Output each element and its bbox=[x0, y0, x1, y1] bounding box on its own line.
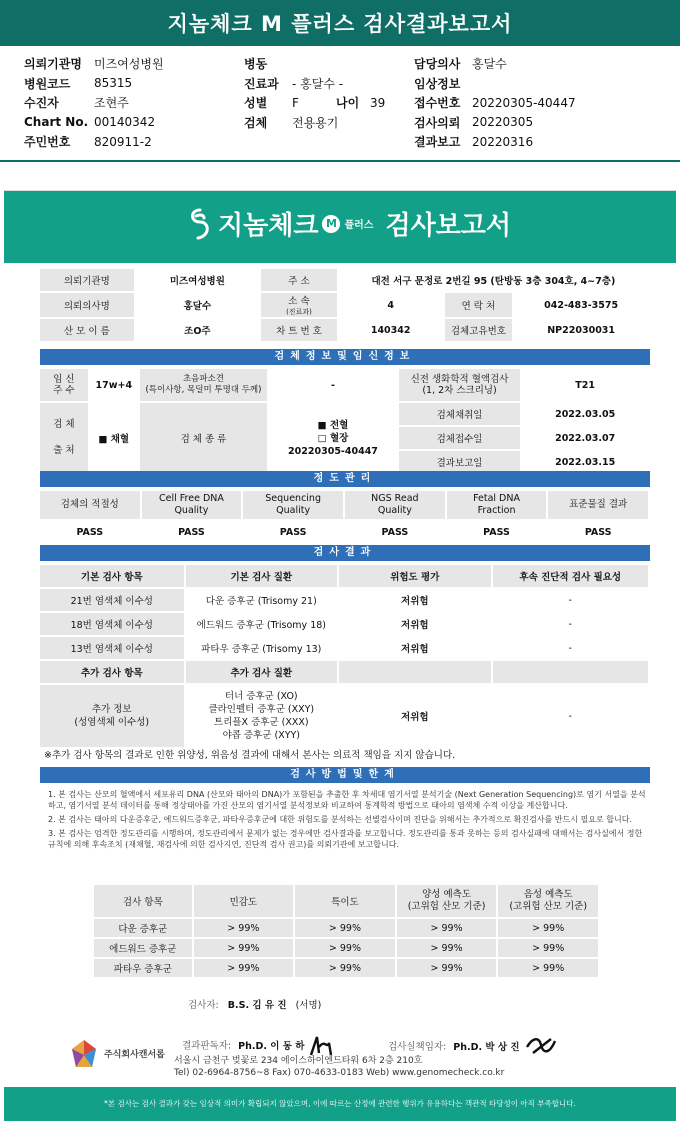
result-disease: 다운 증후군 (Trisomy 21) bbox=[185, 588, 339, 612]
report-title: 검사보고서 bbox=[385, 211, 512, 241]
result-risk: 저위험 bbox=[338, 588, 491, 612]
additional-header bbox=[492, 660, 649, 684]
performance-value: > 99% bbox=[497, 958, 599, 978]
qc-header: Cell Free DNA Quality bbox=[141, 490, 243, 520]
value-specimen: 전용용기 bbox=[292, 115, 339, 130]
header-divider bbox=[0, 160, 680, 162]
value-age: 39 bbox=[370, 95, 386, 110]
value-request-date: 20220305 bbox=[472, 115, 534, 130]
table-row bbox=[39, 368, 649, 402]
performance-value: > 99% bbox=[193, 918, 295, 938]
footer-disclaimer: *본 검사는 검사 결과가 갖는 임상적 의미가 확립되지 않았으며, 이에 따르는 산정에 관련한 행위가 유용하다는 객관적 타당성이 아직 부족합니다. bbox=[4, 1087, 676, 1121]
result-followup: - bbox=[492, 612, 649, 636]
performance-value: > 99% bbox=[193, 958, 295, 978]
cell-label-sub: (진료과) bbox=[286, 308, 312, 316]
cell-label: 차 트 번 호 bbox=[260, 318, 338, 342]
additional-header: 추가 검사 항목 bbox=[39, 660, 185, 684]
lab-director-name: Ph.D. 박 상 진 bbox=[453, 1041, 520, 1053]
header-col-2 bbox=[244, 54, 385, 132]
results-disclaimer: ※추가 검사 항목의 결과로 인한 위양성, 위음성 결과에 대해서 본사는 의료적 책임을 지지 않습니다. bbox=[44, 750, 456, 761]
logo-m-badge: M bbox=[322, 215, 340, 233]
cell-value: NP22030031 bbox=[513, 318, 649, 342]
cell-value: - bbox=[268, 368, 398, 402]
lab-director-handwritten-signature bbox=[523, 1033, 559, 1061]
performance-value: > 99% bbox=[497, 938, 599, 958]
cell-value: 4 bbox=[338, 292, 444, 318]
value-receipt-no: 20220305-40447 bbox=[472, 95, 576, 110]
cell-label: 결과보고일 bbox=[398, 450, 521, 474]
performance-value: > 99% bbox=[193, 938, 295, 958]
cell-value: 미즈여성병원 bbox=[135, 268, 260, 292]
value-doctor: 홍달수 bbox=[472, 57, 507, 72]
performance-value: > 99% bbox=[497, 918, 599, 938]
results-header: 위험도 평가 bbox=[338, 564, 491, 588]
additional-item: 추가 정보 (성염색체 이수성) bbox=[39, 684, 185, 748]
cell-value: 조O주 bbox=[135, 318, 260, 342]
cell-label: 초음파소견 (특이사항, 목덜미 투명대 두께) bbox=[139, 368, 268, 402]
qc-header: Sequencing Quality bbox=[242, 490, 344, 520]
specimen-type-cell bbox=[268, 402, 398, 474]
label-receipt-no: 접수번호 bbox=[414, 96, 461, 111]
table-row bbox=[39, 588, 649, 612]
result-risk: 저위험 bbox=[338, 612, 491, 636]
result-risk: 저위험 bbox=[338, 636, 491, 660]
performance-header: 민감도 bbox=[193, 884, 295, 918]
value-dept: - 홍달수 - bbox=[292, 76, 344, 91]
label-request-date: 검사의뢰 bbox=[414, 115, 461, 130]
value-patient: 조현주 bbox=[94, 96, 129, 111]
qc-header: 표준물질 결과 bbox=[547, 490, 649, 520]
confirmer-name: Ph.D. 이 동 하 bbox=[238, 1040, 305, 1052]
performance-item: 다운 증후군 bbox=[93, 918, 193, 938]
performance-value: > 99% bbox=[396, 918, 498, 938]
cell-label: 의뢰기관명 bbox=[39, 268, 135, 292]
cell-label: 신전 생화학적 혈액검사 (1, 2차 스크리닝) bbox=[398, 368, 521, 402]
section-method-title: 검사방법및한계 bbox=[40, 767, 650, 783]
additional-followup: - bbox=[492, 684, 649, 748]
additional-diseases: 터너 증후군 (XO) 클라인펠터 증후군 (XXY) 트리플X 증후군 (XXX) 야콥 증후군 (XYY) bbox=[185, 684, 339, 748]
specimen-table bbox=[38, 367, 650, 475]
tester-seal: (서명) bbox=[295, 1000, 322, 1011]
label-clinical-info: 임상정보 bbox=[414, 76, 461, 91]
cell-label: 산 모 이 름 bbox=[39, 318, 135, 342]
performance-table bbox=[92, 883, 600, 979]
table-row bbox=[39, 520, 649, 544]
cell-value: 140342 bbox=[338, 318, 444, 342]
basic-info-table bbox=[38, 267, 650, 343]
header-col-1 bbox=[24, 54, 164, 152]
performance-header: 음성 예측도 (고위험 산모 기준) bbox=[497, 884, 599, 918]
cell-label bbox=[260, 292, 338, 318]
table-row bbox=[39, 684, 649, 748]
qc-value: PASS bbox=[242, 520, 344, 544]
result-disease: 에드워드 증후군 (Trisomy 18) bbox=[185, 612, 339, 636]
performance-value: > 99% bbox=[294, 918, 396, 938]
value-chart-no: 00140342 bbox=[94, 115, 156, 130]
table-row bbox=[39, 660, 649, 684]
table-row bbox=[93, 918, 599, 938]
table-row bbox=[39, 292, 649, 318]
label-sex: 성별 bbox=[244, 96, 268, 111]
tester-label: 검사자: bbox=[188, 1000, 219, 1011]
section-results-title: 검사결과 bbox=[40, 545, 650, 561]
cell-value: 042-483-3575 bbox=[513, 292, 649, 318]
company-logo-icon bbox=[66, 1037, 102, 1073]
qc-value: PASS bbox=[141, 520, 243, 544]
section-specimen-title: 검체정보및임신정보 bbox=[40, 349, 650, 365]
cell-value: 홍달수 bbox=[135, 292, 260, 318]
patient-header bbox=[0, 50, 680, 160]
cell-label: 연 락 처 bbox=[444, 292, 514, 318]
cell-label-text: 소 속 bbox=[288, 296, 310, 307]
cell-value: 17w+4 bbox=[89, 368, 139, 402]
tester-name: B.S. 김 유 진 bbox=[227, 1000, 287, 1011]
table-row bbox=[39, 564, 649, 588]
method-notes bbox=[48, 789, 648, 853]
additional-risk: 저위험 bbox=[338, 684, 491, 748]
qc-header: 검체의 적절성 bbox=[39, 490, 141, 520]
header-col-3 bbox=[414, 54, 576, 152]
tester-signature bbox=[188, 997, 321, 1011]
results-table bbox=[38, 563, 650, 749]
label-age: 나이 bbox=[336, 96, 360, 111]
report-logo bbox=[186, 205, 511, 242]
method-note-1: 1. 본 검사는 산모의 혈액에서 세포유리 DNA (산모와 태아의 DNA)가 포함된을 추출한 후 차세대 염기서열 분석기술 (Next Generation Sequencing)로 염기 서열을 분석하고, 염기서열 분석 데이터를 통해 정상태아를 가진 산모의 염기서열 분석정보와 비교하여 통계학적 방법으로 태아의 염색체 수적 이상을 계산합니다. bbox=[48, 790, 646, 810]
logo-plus-text: 플러스 bbox=[344, 220, 374, 231]
results-header: 기본 검사 질환 bbox=[185, 564, 339, 588]
performance-header: 양성 예측도 (고위험 산모 기준) bbox=[396, 884, 498, 918]
value-report-date: 20220316 bbox=[472, 134, 534, 149]
cell-label: 검체접수일 bbox=[398, 426, 521, 450]
checkbox-whole-blood: ■ 전혈 bbox=[317, 419, 349, 431]
value-sex: F bbox=[292, 95, 299, 110]
results-header: 기본 검사 항목 bbox=[39, 564, 185, 588]
cell-label: 의뢰의사명 bbox=[39, 292, 135, 318]
additional-header bbox=[338, 660, 491, 684]
qc-value: PASS bbox=[547, 520, 649, 544]
checkbox-plasma: □ 혈장 bbox=[317, 432, 349, 444]
report-logo-band bbox=[4, 191, 676, 263]
lab-director-label: 검사실책임자: bbox=[388, 1041, 447, 1053]
qc-table bbox=[38, 489, 650, 545]
cell-value: 2022.03.05 bbox=[521, 402, 649, 426]
cell-label: 주 소 bbox=[260, 268, 338, 292]
value-rrn: 820911-2 bbox=[94, 134, 152, 149]
cell-value: T21 bbox=[521, 368, 649, 402]
results-header: 후속 진단적 검사 필요성 bbox=[492, 564, 649, 588]
performance-header: 검사 항목 bbox=[93, 884, 193, 918]
cell-label: 검 체 출 처 bbox=[39, 402, 89, 474]
performance-item: 파타우 증후군 bbox=[93, 958, 193, 978]
label-report-date: 결과보고 bbox=[414, 135, 461, 150]
result-followup: - bbox=[492, 588, 649, 612]
method-note-2: 2. 본 검사는 태아의 다운증후군, 에드워드증후군, 파타우증후군에 대한 위험도를 분석하는 선별검사이며 진단을 위해서는 추가적으로 확진검사를 반드시 필요로 합니다. bbox=[48, 815, 632, 824]
result-item: 21번 염색체 이수성 bbox=[39, 588, 185, 612]
table-row bbox=[93, 958, 599, 978]
cell-value: 대전 서구 문정로 2번길 95 (탄방동 3층 304호, 4~7층) bbox=[338, 268, 649, 292]
genome-swirl-icon bbox=[186, 207, 214, 241]
cell-label: 검체채취일 bbox=[398, 402, 521, 426]
label-specimen: 검체 bbox=[244, 115, 268, 130]
report-banner-title: 지놈체크 M 플러스 검사결과보고서 bbox=[0, 0, 680, 46]
table-row bbox=[39, 318, 649, 342]
company-address: 서울시 금천구 벚꽃로 234 에이스하이엔드타워 6차 2층 210호 bbox=[174, 1056, 423, 1066]
qc-value: PASS bbox=[446, 520, 548, 544]
label-rrn: 주민번호 bbox=[24, 135, 71, 150]
performance-value: > 99% bbox=[294, 938, 396, 958]
method-note-3: 3. 본 검사는 엄격한 정도관리를 시행하며, 정도관리에서 문제가 없는 경우에만 검사결과를 보고합니다. 정도관리를 통과 못하는 등의 검사실패에 대해서는 검사실에서 정한 규칙에 의해 후속조치 (재채혈, 재검사에 의한 검사지연, 진단적 검사 권고)를 의뢰기관에 보고합니다. bbox=[48, 829, 643, 849]
table-row bbox=[93, 938, 599, 958]
value-hospital-code: 85315 bbox=[94, 76, 133, 91]
additional-header: 추가 검사 질환 bbox=[185, 660, 339, 684]
company-contact: Tel) 02-6964-8756~8 Fax) 070-4633-0183 Web) www.genomecheck.co.kr bbox=[174, 1068, 505, 1078]
performance-value: > 99% bbox=[396, 938, 498, 958]
performance-value: > 99% bbox=[294, 958, 396, 978]
logo-text: 지놈체크 bbox=[218, 211, 319, 241]
company-name: 주식회사캔서롭 bbox=[104, 1050, 165, 1060]
table-row bbox=[39, 402, 649, 426]
result-item: 18번 염색체 이수성 bbox=[39, 612, 185, 636]
cell-label: 검 체 종 류 bbox=[139, 402, 268, 474]
qc-value: PASS bbox=[344, 520, 446, 544]
label-chart-no: Chart No. bbox=[24, 115, 89, 130]
qc-value: PASS bbox=[39, 520, 141, 544]
qc-header: NGS Read Quality bbox=[344, 490, 446, 520]
cell-value: ■ 채혈 bbox=[89, 402, 139, 474]
cell-value: 2022.03.07 bbox=[521, 426, 649, 450]
cell-label: 임 신 주 수 bbox=[39, 368, 89, 402]
label-dept: 진료과 bbox=[244, 76, 279, 91]
label-hospital-code: 병원코드 bbox=[24, 76, 71, 91]
result-disease: 파타우 증후군 (Trisomy 13) bbox=[185, 636, 339, 660]
value-hospital: 미즈여성병원 bbox=[94, 57, 164, 72]
table-row bbox=[39, 490, 649, 520]
confirmer-label: 결과판독자: bbox=[182, 1040, 232, 1052]
label-hospital: 의뢰기관명 bbox=[24, 57, 82, 72]
table-row bbox=[39, 636, 649, 660]
table-row bbox=[39, 268, 649, 292]
specimen-id: 20220305-40447 bbox=[288, 445, 378, 457]
performance-value: > 99% bbox=[396, 958, 498, 978]
table-row bbox=[93, 884, 599, 918]
label-doctor: 담당의사 bbox=[414, 57, 461, 72]
cell-label: 검체고유번호 bbox=[444, 318, 514, 342]
label-patient: 수진자 bbox=[24, 96, 59, 111]
label-ward: 병동 bbox=[244, 57, 268, 72]
table-row bbox=[39, 612, 649, 636]
qc-header: Fetal DNA Fraction bbox=[446, 490, 548, 520]
section-qc-title: 정도관리 bbox=[40, 471, 650, 487]
cell-value: 2022.03.15 bbox=[521, 450, 649, 474]
report-sheet bbox=[4, 190, 676, 1120]
performance-item: 에드워드 증후군 bbox=[93, 938, 193, 958]
result-item: 13번 염색체 이수성 bbox=[39, 636, 185, 660]
performance-header: 특이도 bbox=[294, 884, 396, 918]
result-followup: - bbox=[492, 636, 649, 660]
